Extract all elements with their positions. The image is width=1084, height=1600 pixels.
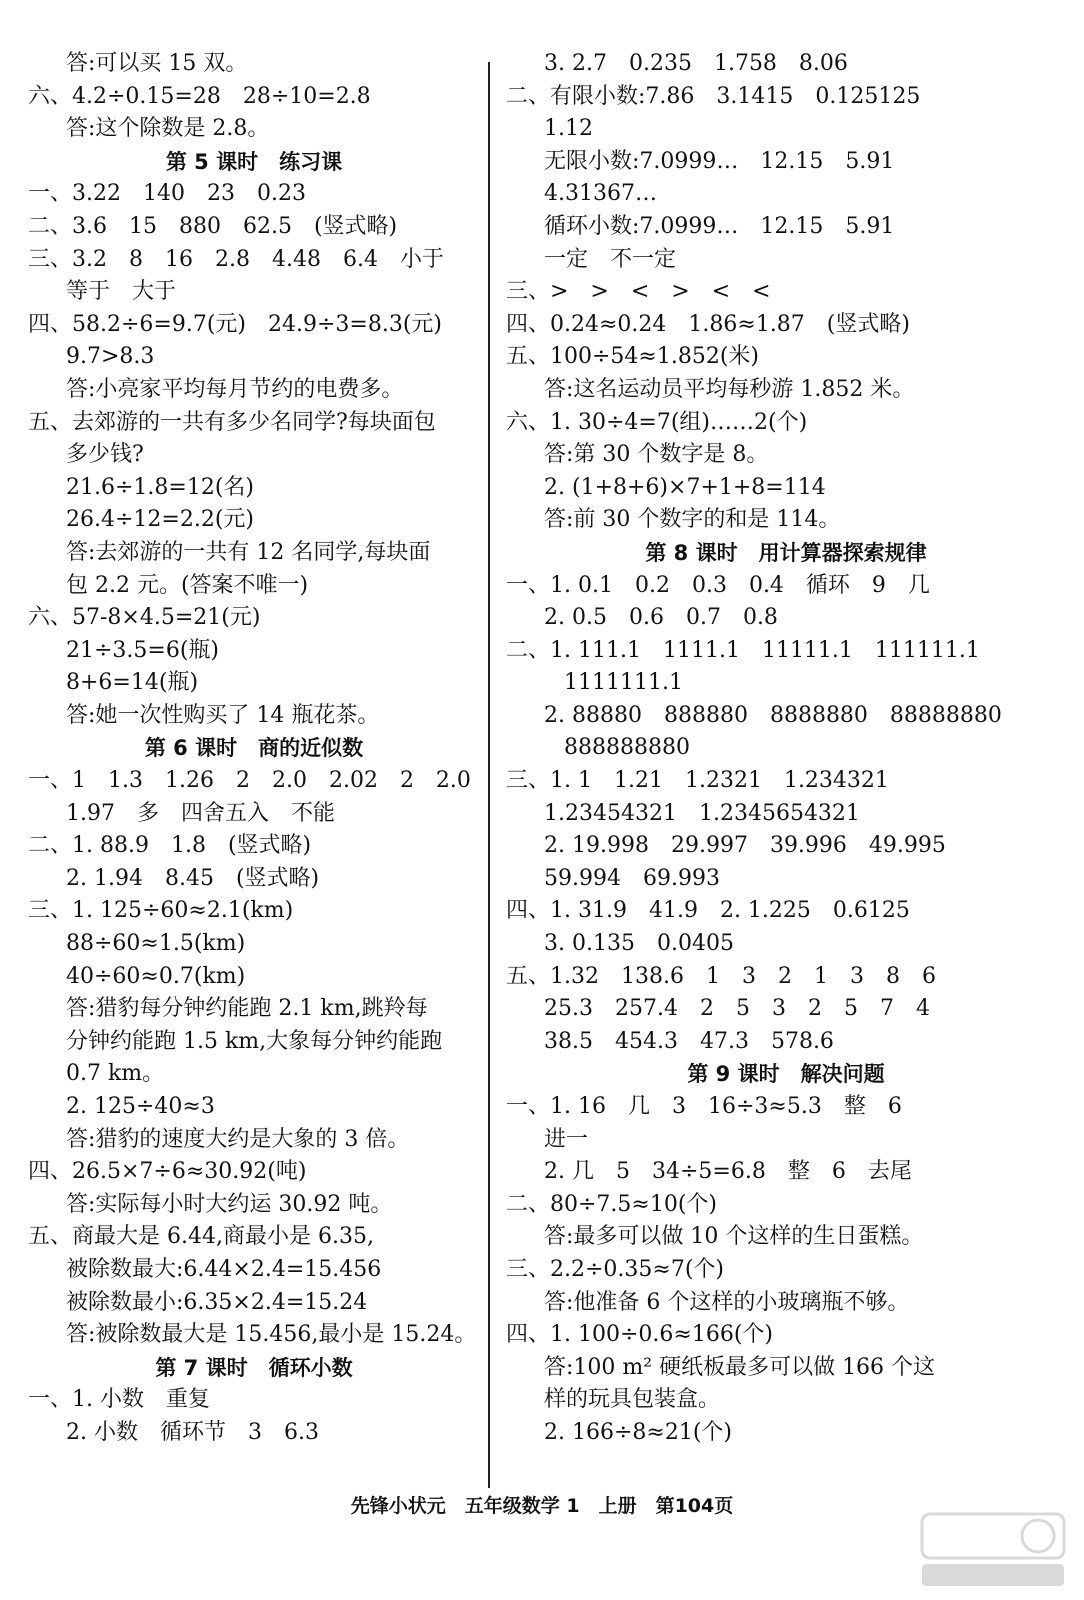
answer-line: 四、1. 100÷0.6≈166(个) [506, 1322, 773, 1348]
answer-line: 分钟约能跑 1.5 km,大象每分钟约能跑 [66, 1028, 443, 1054]
answer-line: 无限小数:7.0999… 12.15 5.91 [544, 148, 895, 174]
answer-line: 二、有限小数:7.86 3.1415 0.125125 [506, 83, 921, 109]
answer-line: 六、4.2÷0.15=28 28÷10=2.8 [28, 83, 371, 109]
answer-line: 二、1. 111.1 1111.1 11111.1 111111.1 [506, 637, 980, 663]
answer-line: 88÷60≈1.5(km) [66, 931, 246, 957]
answer-line: 59.994 69.993 [544, 865, 720, 891]
watermark-logo [918, 1510, 1068, 1590]
answer-line: 2. 88880 888880 8888880 88888880 [544, 702, 1002, 728]
section-title: 第 7 课时 循环小数 [155, 1355, 353, 1380]
answer-line: 一定 不一定 [544, 246, 677, 272]
answer-line: 三、1. 125÷60≈2.1(km) [28, 898, 294, 924]
answer-line: 1.97 多 四舍五入 不能 [66, 800, 335, 826]
answer-line: 答:实际每小时大约运 30.92 吨。 [66, 1191, 393, 1217]
answer-line: 四、26.5×7÷6≈30.92(吨) [28, 1159, 307, 1185]
answer-line: 样的玩具包装盒。 [544, 1387, 721, 1413]
answer-line: 二、3.6 15 880 62.5 (竖式略) [28, 213, 398, 239]
answer-line: 3. 2.7 0.235 1.758 8.06 [544, 51, 848, 76]
right-column [506, 48, 1066, 1450]
answer-line: 答:这个除数是 2.8。 [66, 116, 270, 142]
answer-line: 答:他准备 6 个这样的小玻璃瓶不够。 [544, 1289, 910, 1315]
answer-line: 21.6÷1.8=12(名) [66, 474, 254, 500]
answer-line: 2. 小数 循环节 3 6.3 [66, 1419, 319, 1445]
answer-line: 答:猎豹的速度大约是大象的 3 倍。 [66, 1126, 410, 1152]
answer-line: 三、> > < > < < [506, 279, 771, 305]
answer-line: 答:小亮家平均每月节约的电费多。 [66, 376, 404, 402]
answer-line: 五、1.32 138.6 1 3 2 1 3 8 6 [506, 963, 936, 989]
answer-line: 2. 0.5 0.6 0.7 0.8 [544, 605, 778, 631]
answer-line: 答:第 30 个数字是 8。 [544, 442, 769, 468]
answer-line: 答:被除数最大是 15.456,最小是 15.24。 [66, 1322, 477, 1348]
answer-line: 二、80÷7.5≈10(个) [506, 1191, 718, 1217]
answer-line: 六、1. 30÷4=7(组)……2(个) [506, 409, 808, 435]
section-title: 第 5 课时 练习课 [165, 149, 343, 174]
answer-line: 答:猎豹每分钟约能跑 2.1 km,跳羚每 [66, 996, 428, 1022]
answer-line: 三、1. 1 1.21 1.2321 1.234321 [506, 768, 889, 794]
answer-line: 888888880 [564, 735, 690, 761]
answer-line: 40÷60≈0.7(km) [66, 963, 246, 989]
answer-line: 包 2.2 元。(答案不唯一) [66, 572, 309, 598]
answer-line: 2. 几 5 34÷5=6.8 整 6 去尾 [544, 1159, 912, 1185]
section-title: 第 8 课时 用计算器探索规律 [645, 540, 927, 565]
answer-line: 等于 大于 [66, 279, 177, 305]
answer-line: 1111111.1 [564, 670, 683, 696]
answer-line: 被除数最小:6.35×2.4=15.24 [66, 1289, 368, 1315]
answer-line: 五、商最大是 6.44,商最小是 6.35, [28, 1224, 374, 1250]
answer-line: 26.4÷12=2.2(元) [66, 507, 254, 533]
answer-line: 答:可以买 15 双。 [66, 51, 248, 76]
answer-line: 答:这名运动员平均每秒游 1.852 米。 [544, 376, 915, 402]
page-footer: 先锋小状元 五年级数学 1 上册 第104页 [350, 1495, 734, 1517]
answer-line: 8+6=14(瓶) [66, 670, 199, 696]
answer-line: 一、1. 小数 重复 [28, 1387, 210, 1413]
answer-line: 1.23454321 1.2345654321 [544, 800, 860, 826]
answer-line: 四、1. 31.9 41.9 2. 1.225 0.6125 [506, 898, 910, 924]
answer-line: 五、100÷54≈1.852(米) [506, 344, 760, 370]
answer-line: 9.7>8.3 [66, 344, 155, 370]
answer-line: 答:最多可以做 10 个这样的生日蛋糕。 [544, 1224, 924, 1250]
answer-line: 四、0.24≈0.24 1.86≈1.87 (竖式略) [506, 311, 910, 337]
answer-line: 多少钱? [66, 442, 144, 468]
section-title: 第 6 课时 商的近似数 [144, 736, 364, 761]
answer-line: 二、1. 88.9 1.8 (竖式略) [28, 833, 312, 859]
answer-line: 1.12 [544, 116, 593, 142]
answer-line: 四、58.2÷6=9.7(元) 24.9÷3=8.3(元) [28, 311, 443, 337]
answer-line: 38.5 454.3 47.3 578.6 [544, 1028, 834, 1054]
answer-line: 六、57-8×4.5=21(元) [28, 605, 261, 631]
section-title: 第 9 课时 解决问题 [687, 1062, 885, 1087]
answer-line: 一、1. 0.1 0.2 0.3 0.4 循环 9 几 [506, 572, 930, 598]
answer-line: 4.31367… [544, 181, 657, 207]
answer-line: 三、3.2 8 16 2.8 4.48 6.4 小于 [28, 246, 444, 272]
answer-line: 三、2.2÷0.35≈7(个) [506, 1256, 725, 1282]
answer-line: 循环小数:7.0999… 12.15 5.91 [544, 213, 895, 239]
answer-line: 答:她一次性购买了 14 瓶花茶。 [66, 702, 380, 728]
answer-line: 五、去郊游的一共有多少名同学?每块面包 [28, 409, 436, 435]
answer-line: 2. (1+8+6)×7+1+8=114 [544, 474, 826, 500]
answer-line: 一、3.22 140 23 0.23 [28, 181, 306, 207]
answer-line: 0.7 km。 [66, 1061, 165, 1087]
answer-line: 3. 0.135 0.0405 [544, 931, 734, 957]
answer-line: 答:去郊游的一共有 12 名同学,每块面 [66, 539, 431, 565]
answer-line: 一、1 1.3 1.26 2 2.0 2.02 2 2.0 [28, 768, 471, 794]
answer-line: 一、1. 16 几 3 16÷3≈5.3 整 6 [506, 1094, 902, 1119]
answer-line: 2. 1.94 8.45 (竖式略) [66, 865, 320, 891]
answer-line: 2. 125÷40≈3 [66, 1094, 215, 1119]
answer-line: 2. 19.998 29.997 39.996 49.995 [544, 833, 946, 859]
left-column [28, 48, 480, 1450]
answer-line: 2. 166÷8≈21(个) [544, 1419, 732, 1445]
answer-line: 答:前 30 个数字的和是 114。 [544, 507, 841, 533]
answer-line: 21÷3.5=6(瓶) [66, 637, 220, 663]
answer-line: 25.3 257.4 2 5 3 2 5 7 4 [544, 996, 930, 1022]
answer-line: 答:100 m² 硬纸板最多可以做 166 个这 [544, 1354, 936, 1380]
column-divider [488, 62, 490, 1488]
answer-line: 被除数最大:6.44×2.4=15.456 [66, 1256, 382, 1282]
answer-line: 进一 [544, 1126, 589, 1152]
